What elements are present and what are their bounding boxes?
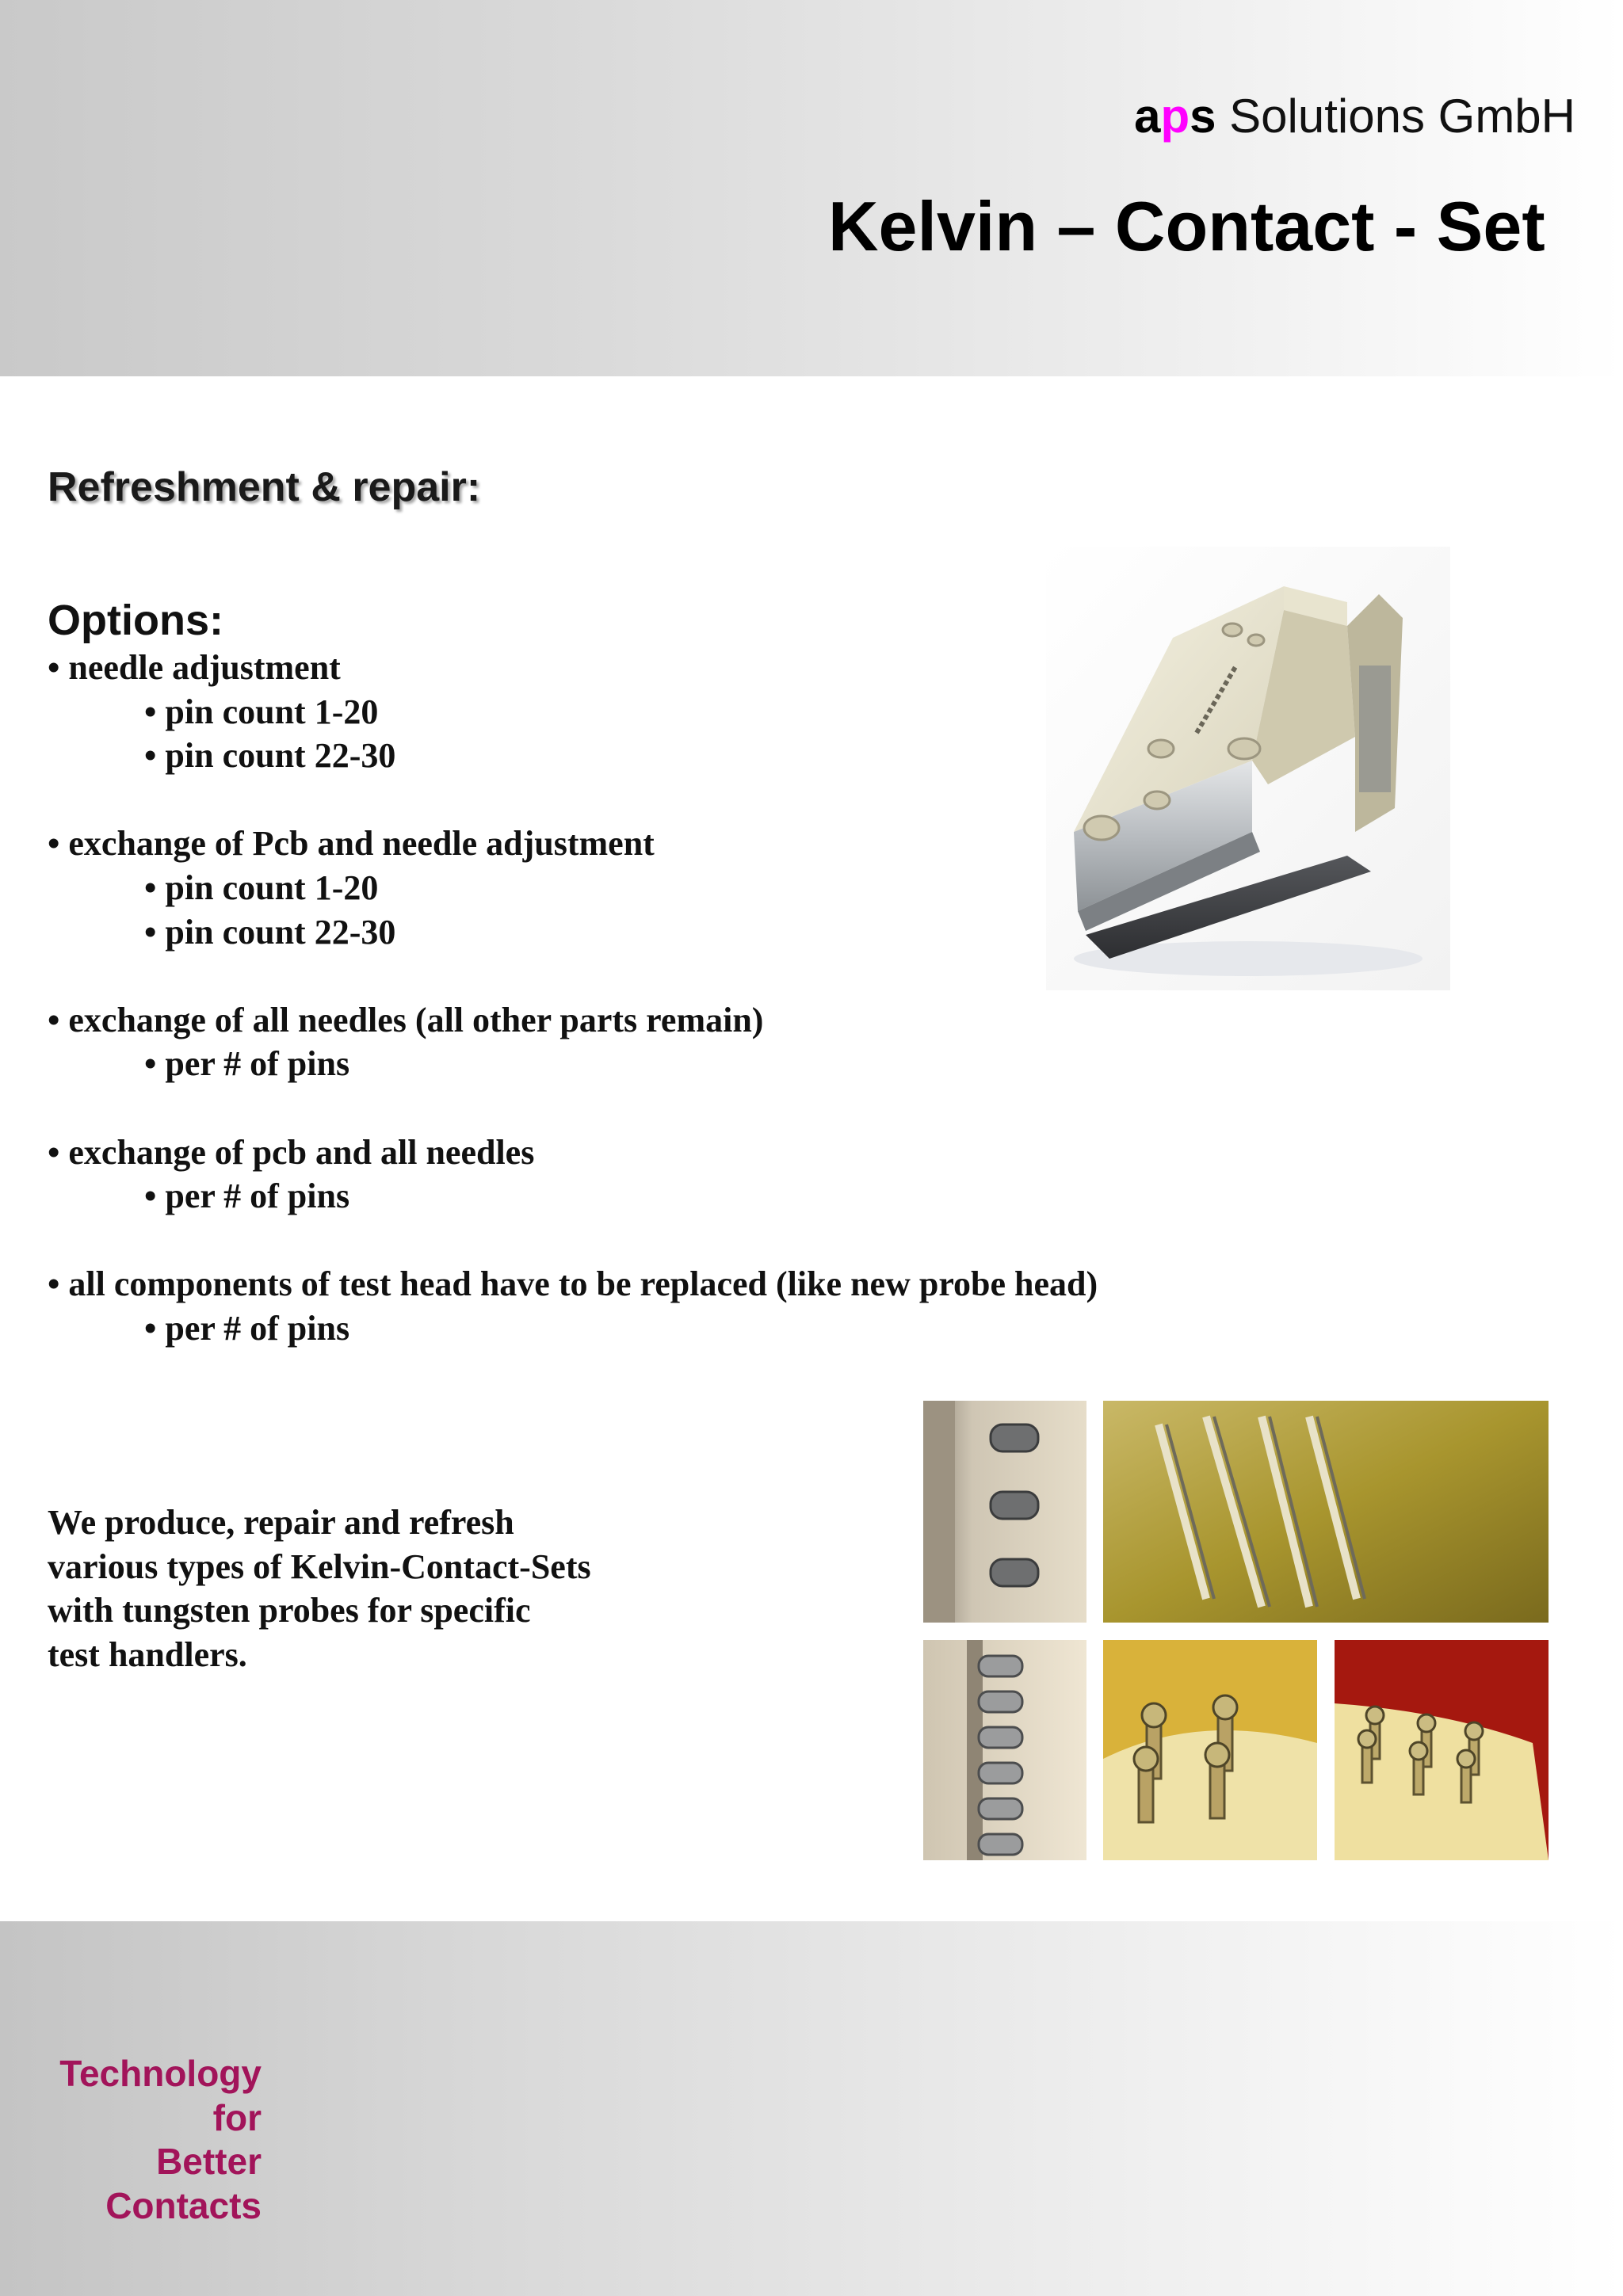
- description-line: test handlers.: [48, 1634, 247, 1674]
- description-text: [48, 1501, 591, 1676]
- kelvin-contact-set-photo: [1046, 547, 1450, 990]
- option-subitem: • pin count 1-20: [144, 868, 379, 907]
- option-item: [48, 1262, 1098, 1350]
- slogan-line: Technology: [59, 2053, 262, 2094]
- section-heading: Refreshment & repair:: [48, 464, 481, 510]
- description-line: with tungsten probes for specific: [48, 1591, 531, 1630]
- description-line: We produce, repair and refresh: [48, 1503, 514, 1542]
- option-title: • exchange of Pcb and needle adjustment: [48, 824, 655, 864]
- company-name: [1134, 89, 1575, 143]
- option-title: • exchange of all needles (all other parts remain): [48, 1000, 764, 1039]
- slogan: [59, 2052, 262, 2228]
- option-subitem: • per # of pins: [144, 1308, 350, 1348]
- probe-photo-bottom-middle: [1103, 1640, 1317, 1860]
- company-name-rest: Solutions GmbH: [1216, 90, 1575, 143]
- description-line: various types of Kelvin-Contact-Sets: [48, 1547, 591, 1586]
- probe-photo-top-right: [1103, 1401, 1549, 1623]
- option-item: [48, 1131, 1098, 1219]
- option-subitem: • pin count 1-20: [144, 692, 379, 731]
- slogan-line: Better: [156, 2141, 262, 2183]
- option-title: • exchange of pcb and all needles: [48, 1132, 535, 1172]
- page-title: Kelvin – Contact - Set: [828, 187, 1545, 265]
- company-letter-a: a: [1134, 90, 1161, 143]
- option-item: [48, 998, 1098, 1086]
- option-subitem: • pin count 22-30: [144, 736, 396, 776]
- option-title: • all components of test head have to be replaced (like new probe head): [48, 1264, 1098, 1304]
- option-item: [48, 822, 1098, 954]
- company-letter-s: s: [1190, 90, 1216, 143]
- options-heading: Options:: [48, 597, 223, 644]
- option-item: [48, 646, 1098, 778]
- company-letter-p: p: [1160, 90, 1190, 143]
- slogan-line: Contacts: [105, 2184, 262, 2226]
- slogan-line: for: [212, 2096, 262, 2138]
- option-subitem: • per # of pins: [144, 1177, 350, 1216]
- probe-photo-bottom-left: [923, 1640, 1086, 1860]
- probe-photo-top-left: [923, 1401, 1086, 1623]
- probe-photo-bottom-right: [1335, 1640, 1549, 1860]
- options-list: [48, 646, 1098, 1394]
- option-subitem: • pin count 22-30: [144, 912, 396, 952]
- option-subitem: • per # of pins: [144, 1044, 350, 1084]
- option-title: • needle adjustment: [48, 648, 341, 687]
